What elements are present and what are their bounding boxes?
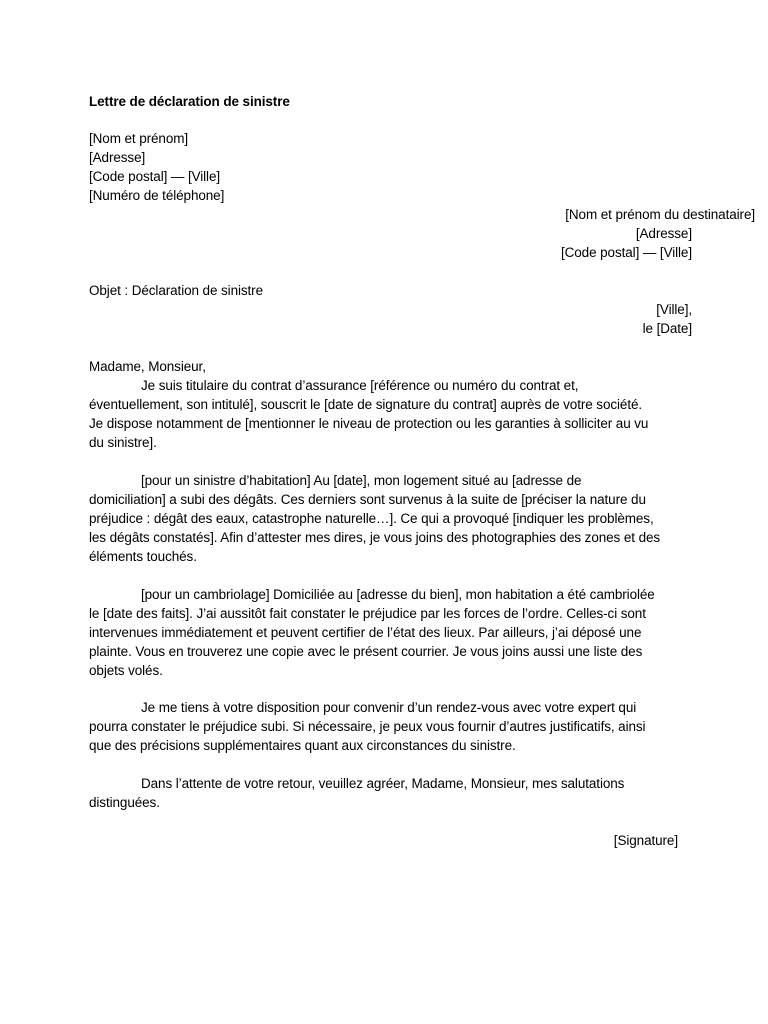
- paragraph-line: objets volés.: [89, 663, 163, 678]
- place-line: [Ville],: [656, 302, 692, 317]
- letter-title: Lettre de déclaration de sinistre: [89, 94, 290, 109]
- sender-city: [Code postal] — [Ville]: [89, 169, 221, 184]
- paragraph-line: plainte. Vous en trouverez une copie avec le présent courrier. Je vous joins aussi une liste des: [89, 644, 643, 659]
- subject-line: Objet : Déclaration de sinistre: [89, 283, 263, 298]
- paragraph-line: [pour un cambriolage] Domiciliée au [adresse du bien], mon habitation a été cambriolée: [141, 587, 655, 602]
- paragraph-line: pourra constater le préjudice subi. Si nécessaire, je peux vous fournir d’autres justificatifs, ainsi: [89, 719, 646, 734]
- recipient-name: [Nom et prénom du destinataire]: [565, 207, 755, 222]
- recipient-city: [Code postal] — [Ville]: [560, 245, 692, 260]
- paragraph-line: Dans l’attente de votre retour, veuillez agréer, Madame, Monsieur, mes salutations: [141, 776, 625, 791]
- paragraph-line: Je suis titulaire du contrat d’assurance [référence ou numéro du contrat et,: [141, 378, 579, 393]
- paragraph-line: éléments touchés.: [89, 549, 197, 564]
- sender-address: [Adresse]: [89, 150, 146, 165]
- paragraph-line: domiciliation] a subi des dégâts. Ces derniers sont survenus à la suite de [préciser la nature du: [89, 492, 646, 507]
- paragraph-line: du sinistre].: [89, 435, 157, 450]
- recipient-address: [Adresse]: [635, 226, 692, 241]
- paragraph-line: distinguées.: [89, 795, 160, 810]
- paragraph-line: éventuellement, son intitulé], souscrit le [date de signature du contrat] auprès de votre société.: [89, 397, 643, 412]
- paragraph-line: intervenues immédiatement et peuvent certifier de l’état des lieux. Par ailleurs, j’ai déposé une: [89, 625, 642, 640]
- paragraph-line: que des précisions supplémentaires quant aux circonstances du sinistre.: [89, 738, 516, 753]
- sender-phone: [Numéro de téléphone]: [89, 188, 225, 203]
- date-line: le [Date]: [642, 321, 692, 336]
- paragraph-line: les dégâts constatés]. Afin d’attester mes dires, je vous joins des photographies des zones et des: [89, 530, 661, 545]
- paragraph-line: [pour un sinistre d’habitation] Au [date], mon logement situé au [adresse de: [141, 473, 582, 488]
- signature-placeholder: [Signature]: [613, 833, 678, 848]
- sender-name: [Nom et prénom]: [89, 131, 189, 146]
- paragraph-line: Je me tiens à votre disposition pour convenir d’un rendez-vous avec votre expert qui: [141, 700, 637, 715]
- paragraph-line: le [date des faits]. J’ai aussitôt fait constater le préjudice par les forces de l’ordre. Celles-ci sont: [89, 606, 646, 621]
- salutation: Madame, Monsieur,: [89, 359, 206, 374]
- paragraph-line: Je dispose notamment de [mentionner le niveau de protection ou les garanties à solliciter au vu: [89, 416, 649, 431]
- paragraph-line: préjudice : dégât des eaux, catastrophe naturelle…]. Ce qui a provoqué [indiquer les problèmes,: [89, 511, 654, 526]
